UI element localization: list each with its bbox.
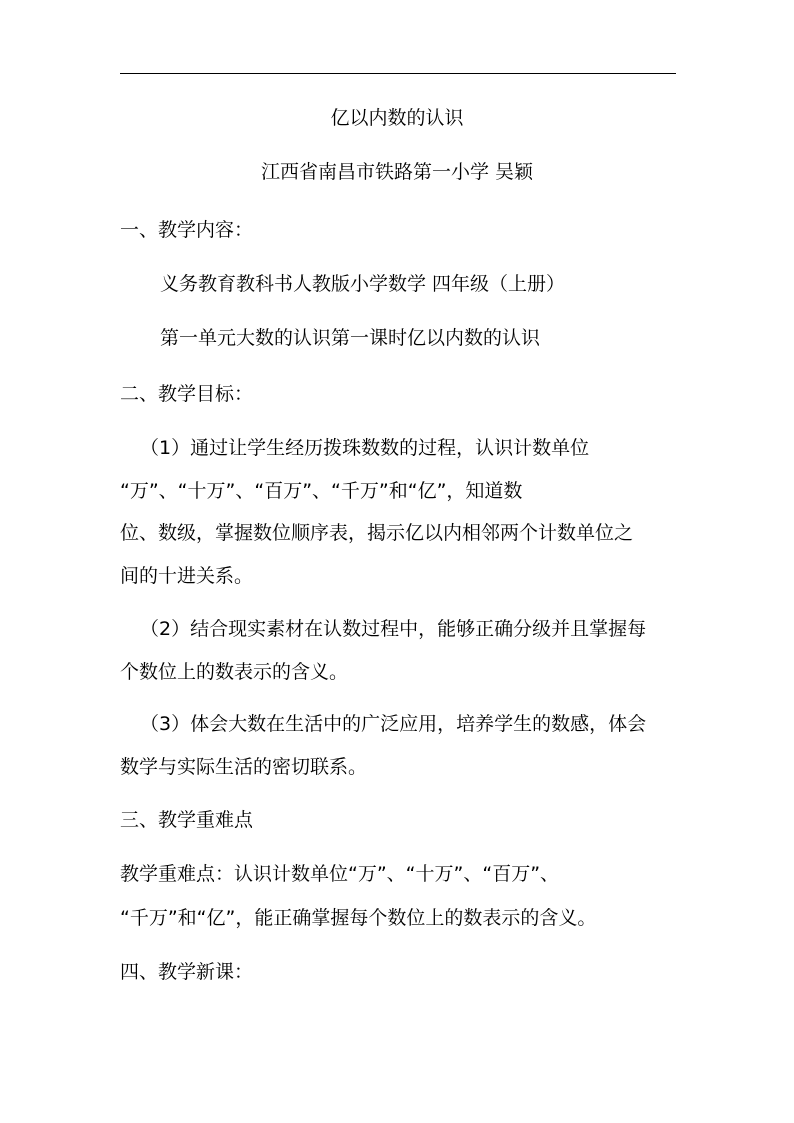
document-title: 亿以内数的认识	[330, 107, 464, 129]
goal-line: 间的十进关系。	[120, 565, 254, 587]
goal-line: （3）体会大数在生活中的广泛应用，培养学生的数感，体会	[140, 713, 647, 735]
goal-line: （2）结合现实素材在认数过程中，能够正确分级并且掌握每	[140, 618, 647, 640]
goal-line: “万”、“十万”、“百万”、“千万”和“亿”，知道数	[120, 480, 523, 502]
content-line: 第一单元大数的认识第一课时亿以内数的认识	[160, 327, 541, 349]
key-points-line: 教学重难点：认识计数单位“万”、“十万”、“百万”、	[120, 863, 560, 885]
key-points-line: “千万”和“亿”，能正确掌握每个数位上的数表示的含义。	[120, 907, 597, 929]
goal-line: （1）通过让学生经历拨珠数数的过程，认识计数单位	[140, 437, 590, 459]
section-heading-key-points: 三、教学重难点	[120, 809, 254, 831]
section-heading-goals: 二、教学目标：	[120, 383, 254, 405]
section-heading-new-lesson: 四、教学新课：	[120, 961, 254, 983]
content-line: 义务教育教科书人教版小学数学 四年级（上册）	[160, 273, 566, 295]
header-rule	[120, 73, 676, 74]
goal-line: 个数位上的数表示的含义。	[120, 661, 349, 683]
goal-line: 数学与实际生活的密切联系。	[120, 756, 368, 778]
section-heading-content: 一、教学内容：	[120, 219, 254, 241]
goal-line: 位、数级，掌握数位顺序表，揭示亿以内相邻两个计数单位之	[120, 522, 634, 544]
author-line: 江西省南昌市铁路第一小学 吴颖	[260, 161, 534, 183]
